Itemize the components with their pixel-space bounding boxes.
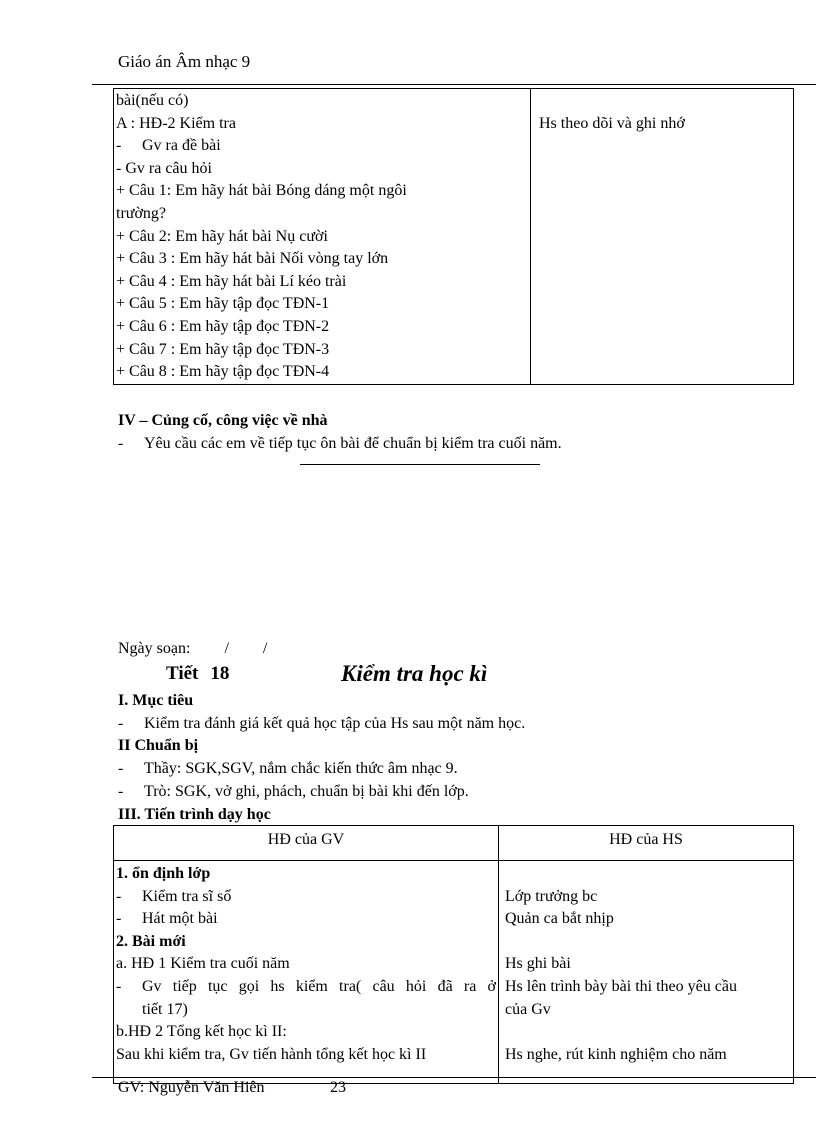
hs-line: Hs nghe, rút kinh nghiệm cho năm <box>505 1045 727 1063</box>
hs-line: Lớp trưởng bc <box>505 887 598 905</box>
column-header-hs: HĐ của HS <box>499 826 794 861</box>
bullet-dash: - <box>116 910 122 928</box>
date-label: Ngày soạn: <box>118 640 191 657</box>
student-activity-text: Hs theo dõi và ghi nhớ <box>539 114 685 132</box>
footer-page-number: 23 <box>330 1079 346 1096</box>
section-iii-heading: III. Tiến trình dạy học <box>118 806 271 823</box>
period-number: 18 <box>210 663 230 684</box>
date-separator: / <box>224 640 229 657</box>
bullet-dash: - <box>116 977 122 995</box>
table1-line: - Gv ra câu hỏi <box>116 159 212 177</box>
student-activity-cell <box>531 89 794 385</box>
hs-line: Quản ca bắt nhịp <box>505 910 614 928</box>
gv-line: tiết 17) <box>142 1000 188 1018</box>
section-i-item: - Kiểm tra đánh giá kết quả học tập của Hs sau một năm học. <box>118 715 526 732</box>
hs-line: Hs lên trình bày bài thi theo yêu cầu <box>505 977 737 995</box>
table1-line: bài(nếu có) <box>116 92 189 109</box>
section-ii-item: - Thầy: SGK,SGV, nắm chắc kiến thức âm nhạc 9. <box>118 760 458 777</box>
section-i-heading: I. Mục tiêu <box>118 692 194 709</box>
table1-line: + Câu 1: Em hãy hát bài Bóng dáng một ngôi <box>116 182 407 200</box>
student-activity-cell <box>499 861 794 1084</box>
date-separator: / <box>262 640 268 657</box>
lesson-title: Kiểm tra học kì <box>341 661 488 686</box>
bullet-dash: - <box>118 435 124 452</box>
gv-line: 1. ổn định lớp <box>116 865 211 882</box>
date-row <box>118 640 267 658</box>
gv-line: b.HĐ 2 Tổng kết học kì II: <box>116 1023 287 1041</box>
table1-line: + Câu 3 : Em hãy hát bài Nối vòng tay lớn <box>116 250 389 268</box>
gv-line: - Hát một bài <box>116 908 496 931</box>
header-rule <box>92 84 816 85</box>
table1-line: + Câu 6 : Em hãy tập đọc TĐN-2 <box>116 317 330 335</box>
table1-line: trường? <box>116 204 167 222</box>
gv-line: 2. Bài mới <box>116 932 186 950</box>
bullet-dash: - <box>118 783 124 800</box>
section-iv-item: - Yêu cầu các em về tiếp tục ôn bài để chuẩn bị kiểm tra cuối năm. <box>118 435 562 452</box>
section-iv-heading: IV – Củng cố, công việc về nhà <box>118 412 328 429</box>
end-of-lesson-rule <box>300 464 540 465</box>
table1-line: + Câu 8 : Em hãy tập đọc TĐN-4 <box>116 363 330 381</box>
table1-line: + Câu 7 : Em hãy tập đọc TĐN-3 <box>116 340 330 358</box>
gv-line: - Gv tiếp tục gọi hs kiểm tra( câu hỏi đã ra ở <box>116 976 496 999</box>
hs-line: Hs ghi bài <box>505 955 571 973</box>
period-label: Tiết 18 <box>166 663 230 684</box>
teacher-activity-cell <box>114 89 531 385</box>
gv-line: - Kiểm tra sĩ số <box>116 886 496 909</box>
table1-line: + Câu 4 : Em hãy hát bài Lí kéo trài <box>116 272 347 290</box>
footer-rule <box>92 1077 816 1078</box>
teacher-activity-cell <box>114 861 499 1084</box>
table1-line: + Câu 5 : Em hãy tập đọc TĐN-1 <box>116 295 330 313</box>
table1-line: A : HĐ-2 Kiểm tra <box>116 114 236 132</box>
hs-line: của Gv <box>505 1000 551 1018</box>
gv-line: Sau khi kiểm tra, Gv tiến hành tổng kết học kì II <box>116 1045 427 1063</box>
table1-line: + Câu 2: Em hãy hát bài Nụ cười <box>116 227 328 245</box>
footer-teacher: GV: Nguyễn Văn Hiên <box>118 1079 265 1096</box>
section-ii-heading: II Chuẩn bị <box>118 737 199 754</box>
table1-line: - Gv ra đề bài <box>116 135 528 158</box>
activity-table-continued <box>113 88 794 385</box>
bullet-dash: - <box>116 137 122 155</box>
teaching-process-table <box>113 825 794 1084</box>
column-header-gv: HĐ của GV <box>114 826 499 861</box>
gv-line: a. HĐ 1 Kiểm tra cuối năm <box>116 955 290 973</box>
page-header-title: Giáo án Âm nhạc 9 <box>118 52 251 71</box>
section-ii-item: - Trò: SGK, vở ghi, phách, chuẩn bị bài khi đến lớp. <box>118 783 469 800</box>
bullet-dash: - <box>118 760 124 777</box>
bullet-dash: - <box>118 715 124 732</box>
bullet-dash: - <box>116 887 122 905</box>
